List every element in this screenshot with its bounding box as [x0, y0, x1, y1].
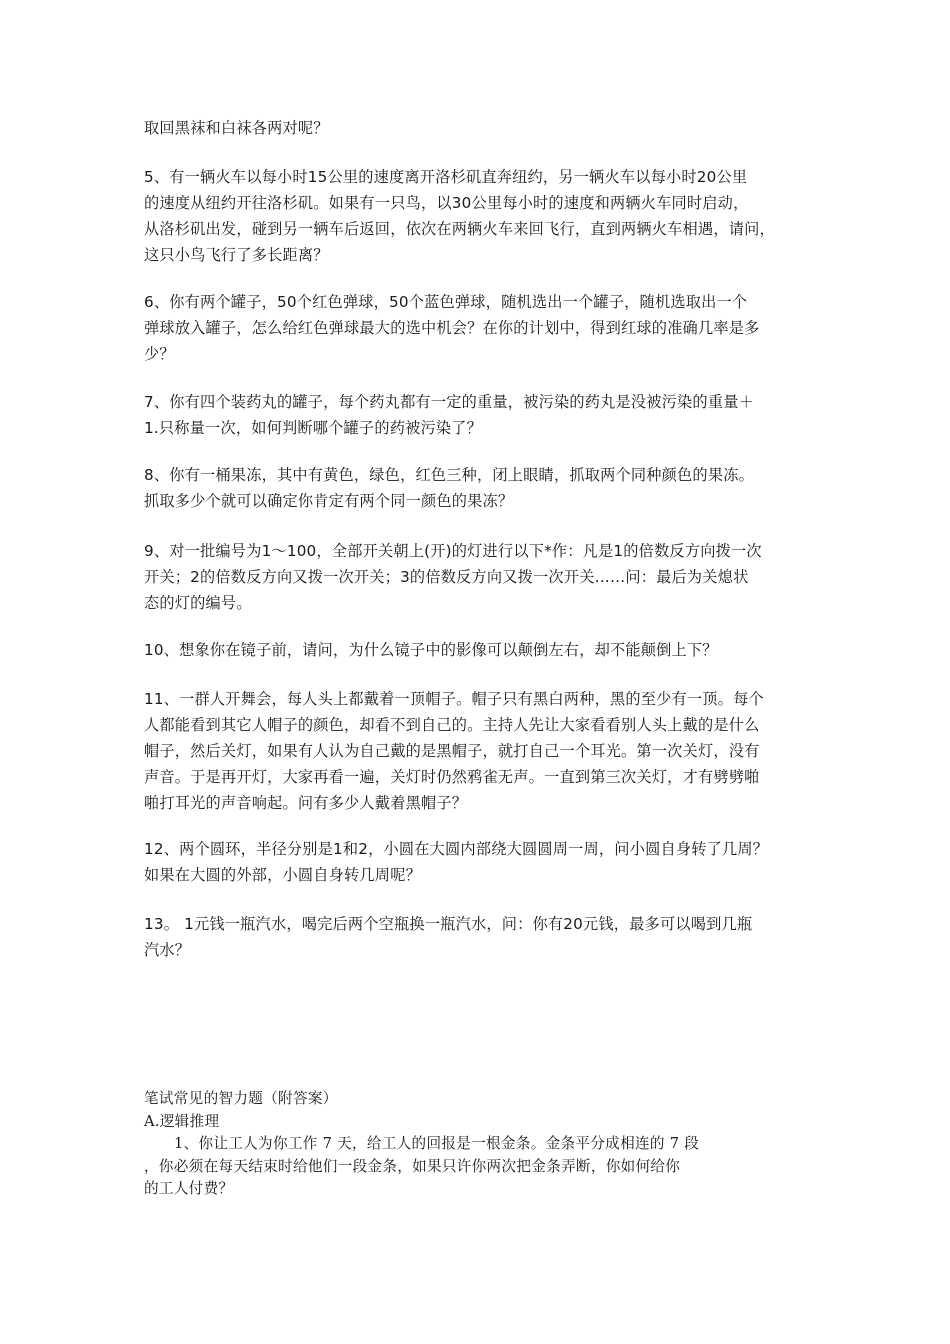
question-13 — [144, 911, 816, 963]
text-line: ，你必须在每天结束时给他们一段金条，如果只许你两次把金条弄断，你如何给你 — [144, 1157, 681, 1175]
text-line: 12、两个圆环，半径分别是1和2，小圆在大圆内部绕大圆圆周一周，问小圆自身转了几周？ — [144, 840, 769, 858]
text-line: 取回黑袜和白袜各两对呢？ — [144, 119, 329, 137]
text-line: 6、你有两个罐子，50个红色弹球，50个蓝色弹球，随机选出一个罐子，随机选取出一个 — [144, 293, 748, 311]
question-6 — [144, 289, 816, 367]
section-logic-puzzles — [144, 1088, 816, 1201]
question-10 — [144, 637, 816, 663]
text-line: 汽水？ — [144, 941, 191, 959]
text-line: 如果在大圆的外部，小圆自身转几周呢？ — [144, 866, 421, 884]
text-line: 9、对一批编号为1～100，全部开关朝上(开)的灯进行以下*作：凡是1的倍数反方向拨一次 — [144, 542, 762, 560]
text-line: 从洛杉矶出发，碰到另一辆车后返回，依次在两辆火车来回飞行，直到两辆火车相遇，请问， — [144, 220, 775, 238]
text-line: 10、想象你在镜子前，请问，为什么镜子中的影像可以颠倒左右，却不能颠倒上下？ — [144, 641, 718, 659]
text-line: 5、有一辆火车以每小时15公里的速度离开洛杉矶直奔纽约，另一辆火车以每小时20公里 — [144, 168, 748, 186]
text-line: 帽子，然后关灯，如果有人认为自己戴的是黑帽子，就打自己一个耳光。第一次关灯，没有 — [144, 742, 760, 760]
text-line: 1、你让工人为你工作 7 天，给工人的回报是一根金条。金条平分成相连的 7 段 — [174, 1135, 700, 1152]
text-line: 13。 1元钱一瓶汽水，喝完后两个空瓶换一瓶汽水，问：你有20元钱，最多可以喝到几瓶 — [144, 915, 753, 933]
text-line: 态的灯的编号。 — [144, 594, 252, 612]
text-line: 8、你有一桶果冻，其中有黄色，绿色，红色三种，闭上眼睛，抓取两个同种颜色的果冻。 — [144, 466, 754, 484]
text-line: 11、一群人开舞会，每人头上都戴着一顶帽子。帽子只有黑白两种，黑的至少有一顶。每个 — [144, 690, 764, 708]
question-7 — [144, 389, 816, 441]
text-line: 这只小鸟飞行了多长距离？ — [144, 246, 329, 264]
text-line: 开关；2的倍数反方向又拨一次开关；3的倍数反方向又拨一次开关……问：最后为关熄状 — [144, 568, 749, 586]
text-line: 弹球放入罐子，怎么给红色弹球最大的选中机会？在你的计划中，得到红球的准确几率是多 — [144, 319, 760, 337]
question-8 — [144, 462, 816, 514]
question-12 — [144, 836, 816, 888]
section-subtitle: A.逻辑推理 — [144, 1112, 220, 1130]
section-title: 笔试常见的智力题（附答案） — [144, 1090, 338, 1107]
text-line: 的速度从纽约开往洛杉矶。如果有一只鸟，以30公里每小时的速度和两辆火车同时启动， — [144, 194, 749, 212]
intro-fragment — [144, 115, 816, 141]
question-5 — [144, 164, 816, 268]
text-line: 1.只称量一次，如何判断哪个罐子的药被污染了？ — [144, 419, 483, 437]
question-9 — [144, 538, 816, 616]
text-line: 人都能看到其它人帽子的颜色，却看不到自己的。主持人先让大家看看别人头上戴的是什么 — [144, 716, 760, 734]
text-line: 声音。于是再开灯，大家再看一遍，关灯时仍然鸦雀无声。一直到第三次关灯，才有劈劈啪 — [144, 768, 760, 786]
text-line: 的工人付费？ — [144, 1180, 234, 1197]
question-11 — [144, 686, 816, 816]
text-line: 少？ — [144, 345, 175, 363]
text-line: 7、你有四个装药丸的罐子，每个药丸都有一定的重量，被污染的药丸是没被污染的重量＋ — [144, 393, 754, 411]
text-line: 啪打耳光的声音响起。问有多少人戴着黑帽子？ — [144, 794, 468, 812]
text-line: 抓取多少个就可以确定你肯定有两个同一颜色的果冻？ — [144, 492, 514, 510]
